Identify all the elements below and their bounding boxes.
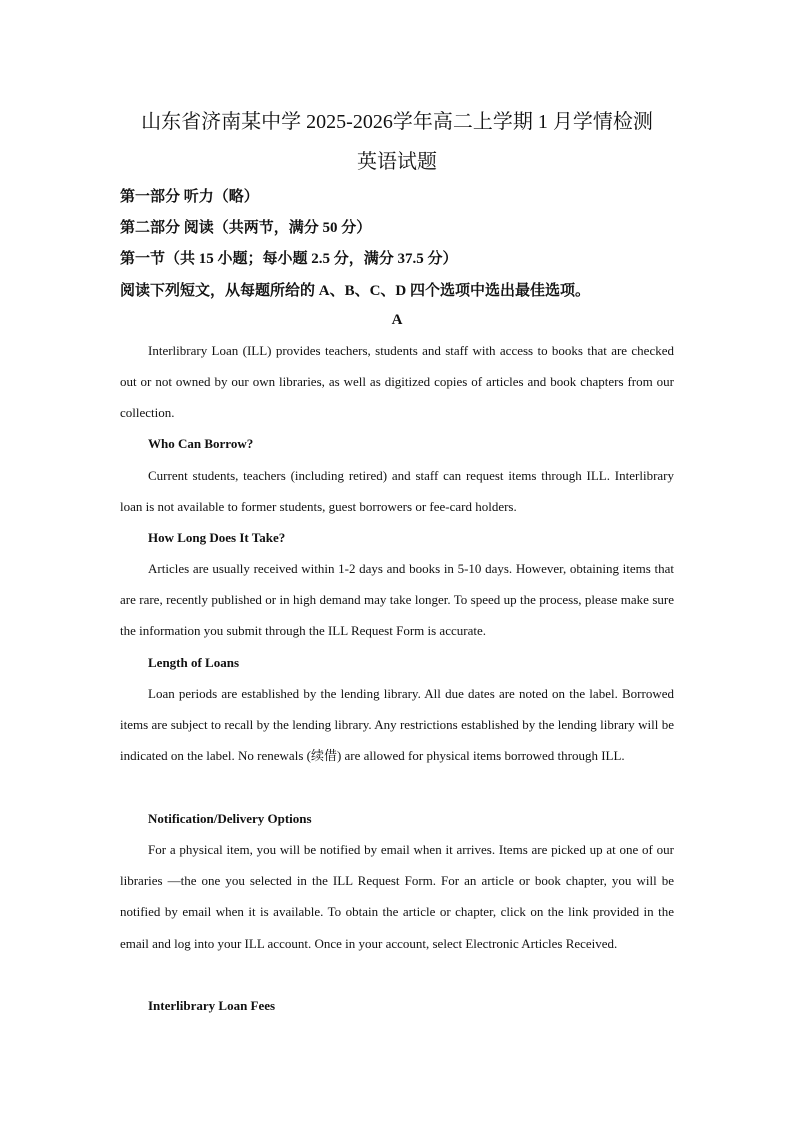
who-can-borrow-heading: Who Can Borrow? xyxy=(148,436,254,451)
notification-heading: Notification/Delivery Options xyxy=(148,811,312,826)
passage-label: A xyxy=(391,312,403,328)
who-can-borrow-paragraph: Current students, teachers (including retired) and staff can request items through ILL. Interlibrary loan is not available to former students, guest borrowers or fee-card holders. xyxy=(120,468,674,515)
section-one-heading: 第一节（共 15 小题；每小题 2.5 分，满分 37.5 分） xyxy=(120,251,458,267)
intro-paragraph: Interlibrary Loan (ILL) provides teachers, students and staff with access to books that are checked out or not owned by our own libraries, as well as digitized copies of articles and book chapters from our collection. xyxy=(120,343,674,421)
length-of-loans-heading: Length of Loans xyxy=(148,655,240,670)
instruction-text: 阅读下列短文，从每题所给的 A、B、C、D 四个选项中选出最佳选项。 xyxy=(120,283,591,299)
document-title: 山东省济南某中学 2025-2026学年高二上学期 1 月学情检测 xyxy=(141,111,653,133)
how-long-paragraph: Articles are usually received within 1-2 days and books in 5-10 days. However, obtaining items that are rare, recently published or in high demand may take longer. To speed up the process, please make sure the information you submit through the ILL Request Form is accurate. xyxy=(120,561,674,639)
length-of-loans-paragraph: Loan periods are established by the lending library. All due dates are noted on the label. Borrowed items are subject to recall by the lending library. Any restrictions established by the lending library will be indicated on the label. No renewals (续借) are allowed for physical items borrowed through ILL. xyxy=(120,686,674,764)
document-subtitle: 英语试题 xyxy=(357,151,437,173)
part-two-heading: 第二部分 阅读（共两节，满分 50 分） xyxy=(120,220,372,236)
how-long-heading: How Long Does It Take? xyxy=(148,530,286,545)
notification-paragraph: For a physical item, you will be notified by email when it arrives. Items are picked up at one of our libraries —the one you selected in the ILL Request Form. For an article or book chapter, you will be notified by email when it is available. To obtain the article or chapter, click on the link provided in the email and log into your ILL account. Once in your account, select Electronic Articles Received. xyxy=(120,842,674,951)
fees-heading: Interlibrary Loan Fees xyxy=(148,998,276,1013)
part-one-heading: 第一部分 听力（略） xyxy=(120,189,259,205)
